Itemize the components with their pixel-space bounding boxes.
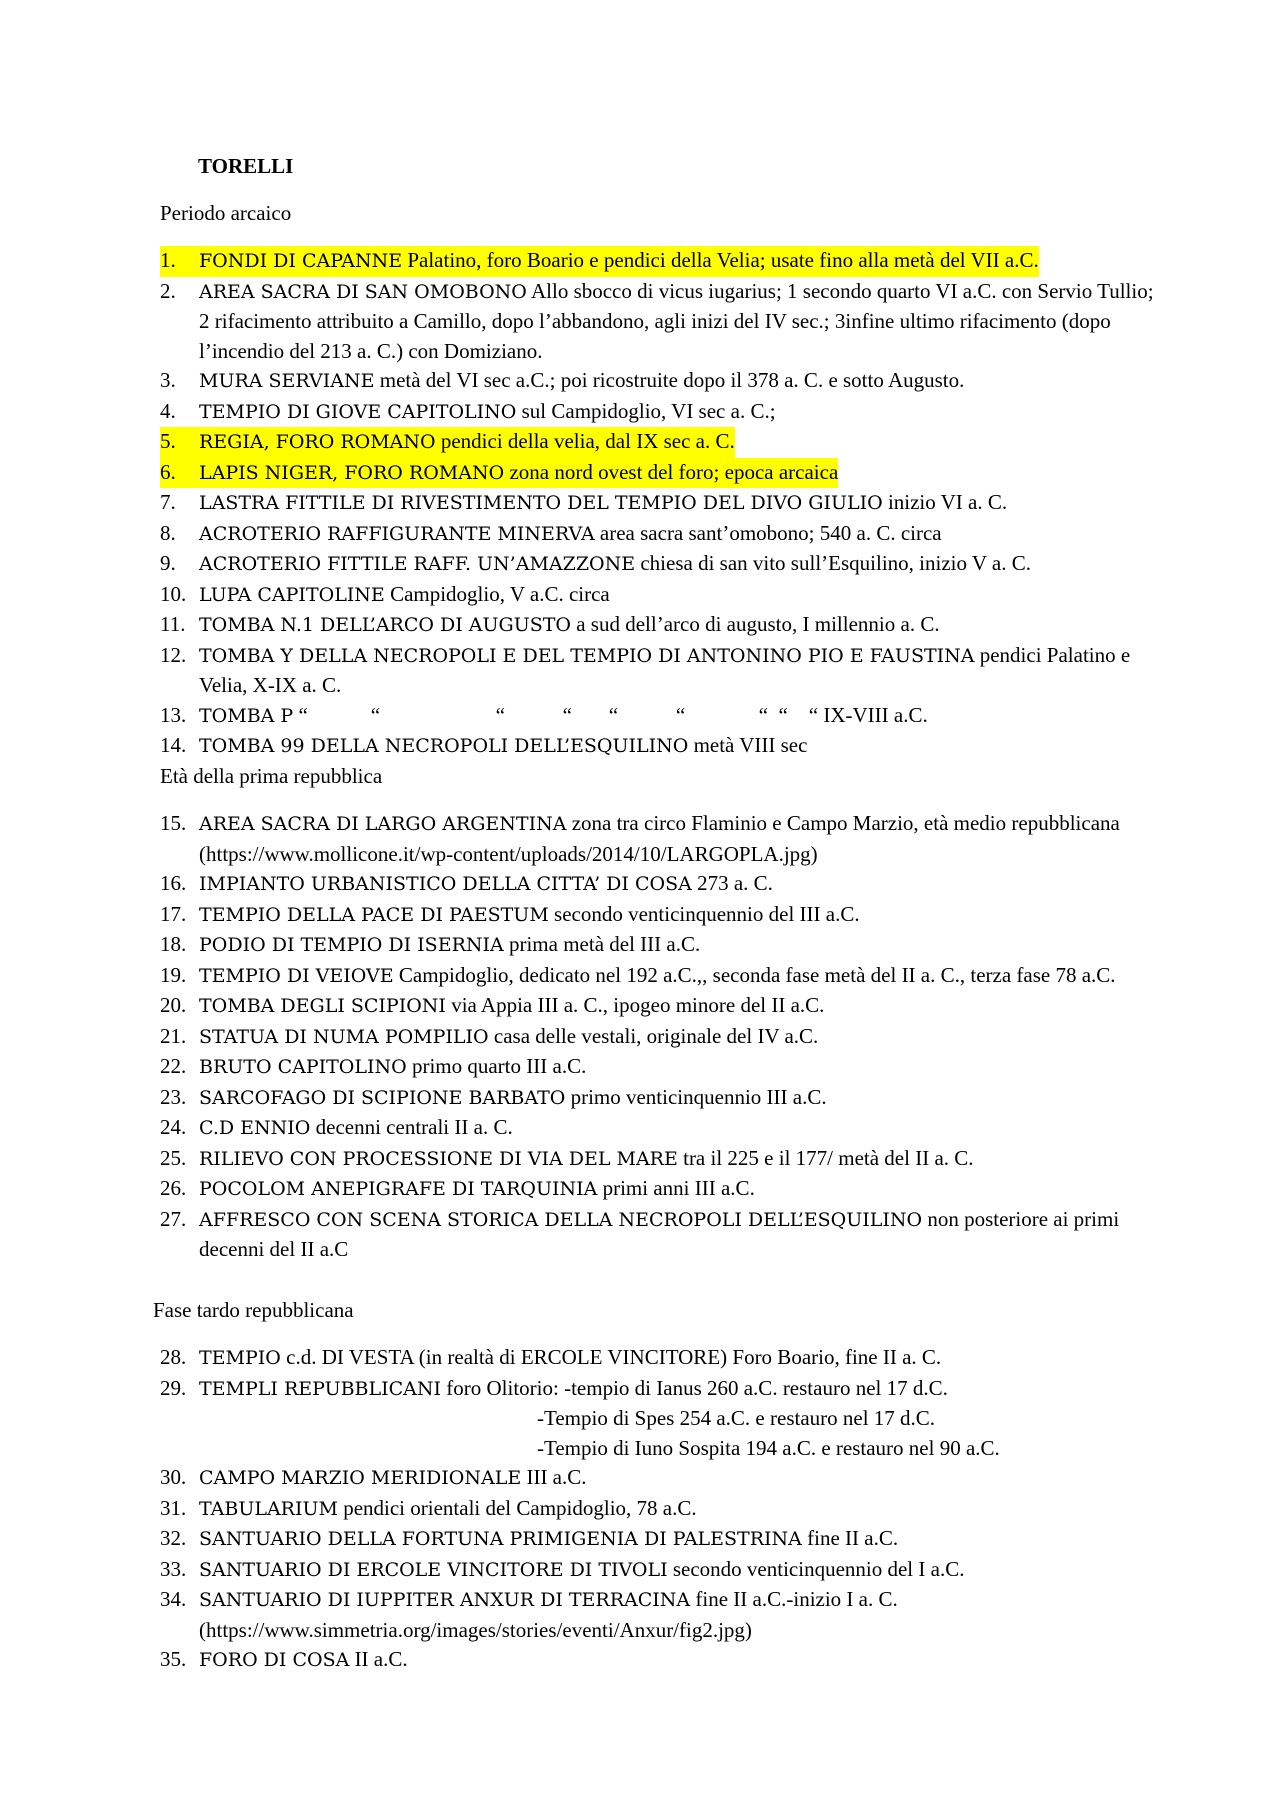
item-number: 25. (160, 1145, 187, 1170)
item-number: 32. (160, 1526, 187, 1550)
item-title: MURA SERVIANE (199, 370, 375, 392)
section-heading-tardo-repubblicana: Fase tardo repubblicana (153, 1298, 354, 1322)
item-detail: a sud dell’arco di augusto, I millennio a. C. (570, 612, 940, 636)
item-detail: fine II a.C. (801, 1526, 899, 1550)
item-number: 35. (160, 1647, 187, 1671)
item-title: STATUA DI NUMA POMPILIO (199, 1025, 489, 1048)
item-title: TOMBA Y DELLA NECROPOLI E DEL TEMPIO DI ANTONINO PIO E FAUSTINA (199, 644, 975, 667)
list-item (160, 1555, 1160, 1586)
item-title: AFFRESCO CON SCENA STORICA DELLA NECROPOLI DELL’ESQUILINO (199, 1208, 923, 1231)
item-number: 22. (160, 1054, 187, 1078)
item-text (199, 733, 807, 757)
list-item (160, 246, 1039, 277)
item-text (199, 1557, 964, 1581)
item-title: TOMBA N.1 DELL’ARCO DI AUGUSTO (199, 614, 571, 636)
item-detail: primo quarto III a.C. (406, 1054, 587, 1078)
item-number: 18. (160, 932, 187, 956)
item-number: 21. (160, 1023, 187, 1048)
item-number: 1. (160, 248, 176, 272)
item-text (199, 399, 776, 423)
item-text (199, 1024, 818, 1048)
item-title: TEMPIO DI VEIOVE (199, 964, 394, 987)
item-title: SARCOFAGO DI SCIPIONE BARBATO (199, 1086, 566, 1109)
item-detail: primo venticinquennio III a.C. (565, 1084, 827, 1109)
item-number: 13. (160, 702, 187, 727)
item-text (199, 368, 964, 392)
item-detail: tra il 225 e il 177/ metà del II a. C. (677, 1145, 974, 1170)
item-text (199, 1207, 1119, 1262)
item-title: SANTUARIO DELLA FORTUNA PRIMIGENIA DI PALESTRINA (199, 1528, 802, 1550)
list-item (160, 1083, 1160, 1114)
item-detail: sul Campidoglio, VI sec a. C.; (516, 398, 776, 423)
list-item (160, 701, 1160, 732)
list-item (160, 1113, 1160, 1144)
item-number: 8. (160, 520, 176, 545)
item-text (199, 1146, 974, 1170)
item-subline: -Tempio di Iuno Sospita 194 a.C. e restauro nel 90 a.C. (537, 1435, 1000, 1460)
item-number: 20. (160, 993, 187, 1017)
item-number: 16. (160, 871, 187, 895)
item-number: 12. (160, 642, 187, 667)
item-number: 34. (160, 1587, 187, 1611)
item-detail: III a.C. (521, 1465, 587, 1489)
list-item (160, 366, 1160, 397)
item-title: LASTRA FITTILE DI RIVESTIMENTO DEL TEMPIO DEL DIVO GIULIO (199, 492, 883, 514)
item-title: POCOLOM ANEPIGRAFE DI TARQUINIA (199, 1178, 598, 1200)
list-item (160, 397, 1160, 428)
item-detail: zona nord ovest del foro; epoca arcaica (504, 459, 839, 484)
item-text (199, 460, 838, 484)
list-item (160, 1645, 1160, 1676)
item-title: LUPA CAPITOLINE (199, 583, 385, 606)
item-title: RILIEVO CON PROCESSIONE DI VIA DEL MARE (199, 1147, 678, 1170)
item-detail: via Appia III a. C., ipogeo minore del II a.C. (445, 993, 825, 1017)
item-detail: 273 a. C. (691, 871, 773, 895)
item-number: 31. (160, 1495, 187, 1520)
item-detail: Campidoglio, dedicato nel 192 a.C.,, seconda fase metà del II a. C., terza fase 78 a.C. (393, 962, 1116, 987)
document-title: TORELLI (198, 154, 294, 178)
item-detail: secondo venticinquennio del I a.C. (667, 1556, 965, 1581)
item-text (199, 248, 1039, 272)
item-detail: decenni centrali II a. C. (310, 1115, 513, 1139)
item-number: 15. (160, 811, 187, 835)
list-item (160, 427, 735, 458)
item-number: 4. (160, 398, 176, 423)
item-number: 28. (160, 1345, 187, 1369)
item-number: 26. (160, 1176, 187, 1200)
item-title: C.D ENNIO (199, 1117, 311, 1139)
item-text (199, 1176, 755, 1200)
item-detail: pendici Palatino e Velia, X-IX a. C. (199, 642, 1131, 697)
item-detail: Allo sbocco di vicus iugarius; 1 secondo quarto VI a.C. con Servio Tullio; 2 rifacimento attribuito a Camillo, dopo l’abbandono, agli inizi del IV sec.; 3infine ultimo rifacimento (dopo l’incendio del 213 a. C.) con Domiziano. (199, 278, 1154, 363)
item-title: SANTUARIO DI IUPPITER ANXUR DI TERRACINA (199, 1589, 691, 1611)
list-item (160, 1374, 1160, 1464)
list-item (160, 519, 1160, 550)
list-item (160, 809, 1160, 869)
item-text (199, 1345, 941, 1369)
section-heading-prima-repubblica: Età della prima repubblica (160, 764, 383, 788)
list-item (160, 1494, 1160, 1525)
item-detail: zona tra circo Flaminio e Campo Marzio, età medio repubblicana (https://www.mollicone.it/wp-content/uploads/2014/10/LARGOPLA.jpg) (199, 811, 1120, 866)
item-text (199, 993, 824, 1017)
list-item (160, 641, 1160, 701)
item-title: TEMPIO DELLA PACE DI PAESTUM (199, 903, 549, 926)
item-number: 23. (160, 1084, 187, 1109)
item-number: 9. (160, 551, 176, 575)
item-title: TOMBA DEGLI SCIPIONI (199, 995, 446, 1017)
item-text (199, 1647, 408, 1671)
item-detail: metà del VI sec a.C.; poi ricostruite dopo il 378 a. C. e sotto Augusto. (374, 368, 965, 392)
item-subline: -Tempio di Spes 254 a.C. e restauro nel 17 d.C. (537, 1406, 936, 1430)
item-text (199, 279, 1154, 363)
list-item (160, 991, 1160, 1022)
item-title: TOMBA P (199, 704, 294, 727)
item-text (199, 551, 1031, 575)
item-text (199, 902, 860, 926)
item-title: IMPIANTO URBANISTICO DELLA CITTA’ DI COSA (199, 873, 692, 895)
item-title: REGIA, FORO ROMANO (199, 431, 436, 453)
item-number: 2. (160, 278, 176, 303)
list-item (160, 277, 1160, 367)
list-item (160, 1585, 1160, 1645)
item-number: 10. (160, 581, 187, 606)
item-text (199, 490, 1007, 514)
item-text (199, 1496, 697, 1520)
item-title: BRUTO CAPITOLINO (199, 1056, 407, 1078)
item-text (199, 1085, 827, 1109)
item-detail: II a.C. (349, 1647, 408, 1671)
item-detail: inizio VI a. C. (882, 490, 1008, 514)
item-list-prima-repubblica (160, 809, 1160, 1265)
item-title: TEMPLI REPUBBLICANI (199, 1377, 442, 1400)
item-text (199, 1587, 898, 1642)
item-title: AREA SACRA DI LARGO ARGENTINA (199, 813, 567, 835)
list-item (160, 930, 1160, 961)
item-title: ACROTERIO FITTILE RAFF. UN’AMAZZONE (199, 553, 636, 575)
item-title: TOMBA 99 DELLA NECROPOLI DELL’ESQUILINO (199, 735, 689, 757)
list-item (160, 1524, 1160, 1555)
list-item (160, 1205, 1160, 1265)
item-text (199, 1376, 948, 1400)
item-text (199, 1054, 586, 1078)
list-item (160, 1463, 1160, 1494)
item-title: FONDI DI CAPANNE (199, 250, 403, 272)
item-number: 14. (160, 733, 187, 757)
item-detail: chiesa di san vito sull’Esquilino, inizio V a. C. (635, 551, 1031, 575)
item-detail: Palatino, foro Boario e pendici della Velia; usate fino alla metà del VII a.C. (402, 248, 1039, 272)
item-title: TEMPIO (199, 1347, 281, 1369)
item-list-tardo-repubblicana (160, 1343, 1160, 1676)
item-number: 30. (160, 1465, 187, 1489)
section-heading-periodo-arcaico: Periodo arcaico (160, 201, 292, 225)
list-item (160, 1174, 1160, 1205)
item-detail: foro Olitorio: -tempio di Ianus 260 a.C. restauro nel 17 d.C. (441, 1375, 948, 1400)
item-text (199, 429, 735, 453)
list-item (160, 1022, 1160, 1053)
list-item (160, 610, 1160, 641)
item-number: 7. (160, 490, 176, 514)
item-detail: primi anni III a.C. (597, 1176, 755, 1200)
item-title: TABULARIUM (199, 1497, 338, 1520)
item-number: 11. (160, 612, 186, 636)
item-number: 33. (160, 1556, 187, 1581)
item-detail: casa delle vestali, originale del IV a.C. (488, 1023, 819, 1048)
item-text (199, 871, 773, 895)
item-text (199, 703, 928, 727)
item-title: SANTUARIO DI ERCOLE VINCITORE DI TIVOLI (199, 1558, 668, 1581)
item-number: 24. (160, 1115, 187, 1139)
item-number: 29. (160, 1375, 187, 1400)
item-title: CAMPO MARZIO MERIDIONALE (199, 1467, 522, 1489)
item-detail: secondo venticinquennio del III a.C. (548, 901, 860, 926)
item-text (199, 643, 1130, 698)
item-title: PODIO DI TEMPIO DI ISERNIA (199, 934, 504, 956)
item-detail: c.d. DI VESTA (in realtà di ERCOLE VINCITORE) Foro Boario, fine II a. C. (280, 1345, 942, 1369)
list-item (160, 961, 1160, 992)
list-item (160, 458, 838, 489)
item-number: 27. (160, 1206, 187, 1231)
list-item (160, 549, 1160, 580)
item-detail: fine II a.C.-inizio I a. C. (https://www.simmetria.org/images/stories/eventi/Anxur/fig2.jpg) (199, 1587, 898, 1642)
item-text (199, 963, 1116, 987)
item-text (199, 521, 942, 545)
item-title: AREA SACRA DI SAN OMOBONO (199, 280, 527, 303)
list-item (160, 580, 1160, 611)
item-number: 6. (160, 459, 176, 484)
list-item (160, 869, 1160, 900)
item-text (199, 932, 700, 956)
item-detail: Campidoglio, V a.C. circa (384, 581, 610, 606)
item-detail: pendici della velia, dal IX sec a. C. (435, 429, 735, 453)
item-detail: area sacra sant’omobono; 540 a. C. circa (594, 520, 942, 545)
list-item (160, 1144, 1160, 1175)
item-title: TEMPIO DI GIOVE CAPITOLINO (199, 400, 517, 423)
item-title: LAPIS NIGER, FORO ROMANO (199, 461, 505, 484)
item-detail: “ “ “ “ “ “ “ “ “ IX-VIII a.C. (293, 702, 928, 727)
item-number: 19. (160, 962, 187, 987)
item-text (199, 582, 610, 606)
item-number: 17. (160, 901, 187, 926)
item-list-periodo-arcaico (160, 246, 1160, 762)
item-number: 3. (160, 368, 176, 392)
list-item (160, 1052, 1160, 1083)
item-text (199, 1465, 587, 1489)
item-title: FORO DI COSA (199, 1649, 350, 1671)
item-detail: pendici orientali del Campidoglio, 78 a.C. (337, 1495, 697, 1520)
item-text (199, 612, 940, 636)
item-detail: non posteriore ai primi decenni del II a.C (199, 1206, 1120, 1261)
list-item (160, 731, 1160, 762)
item-text (199, 1526, 898, 1550)
item-text (199, 811, 1120, 866)
item-detail: metà VIII sec (688, 733, 808, 757)
list-item (160, 1343, 1160, 1374)
item-title: ACROTERIO RAFFIGURANTE MINERVA (199, 522, 595, 545)
list-item (160, 488, 1160, 519)
item-detail: prima metà del III a.C. (503, 932, 701, 956)
item-text (199, 1115, 513, 1139)
item-number: 5. (160, 429, 176, 453)
list-item (160, 900, 1160, 931)
